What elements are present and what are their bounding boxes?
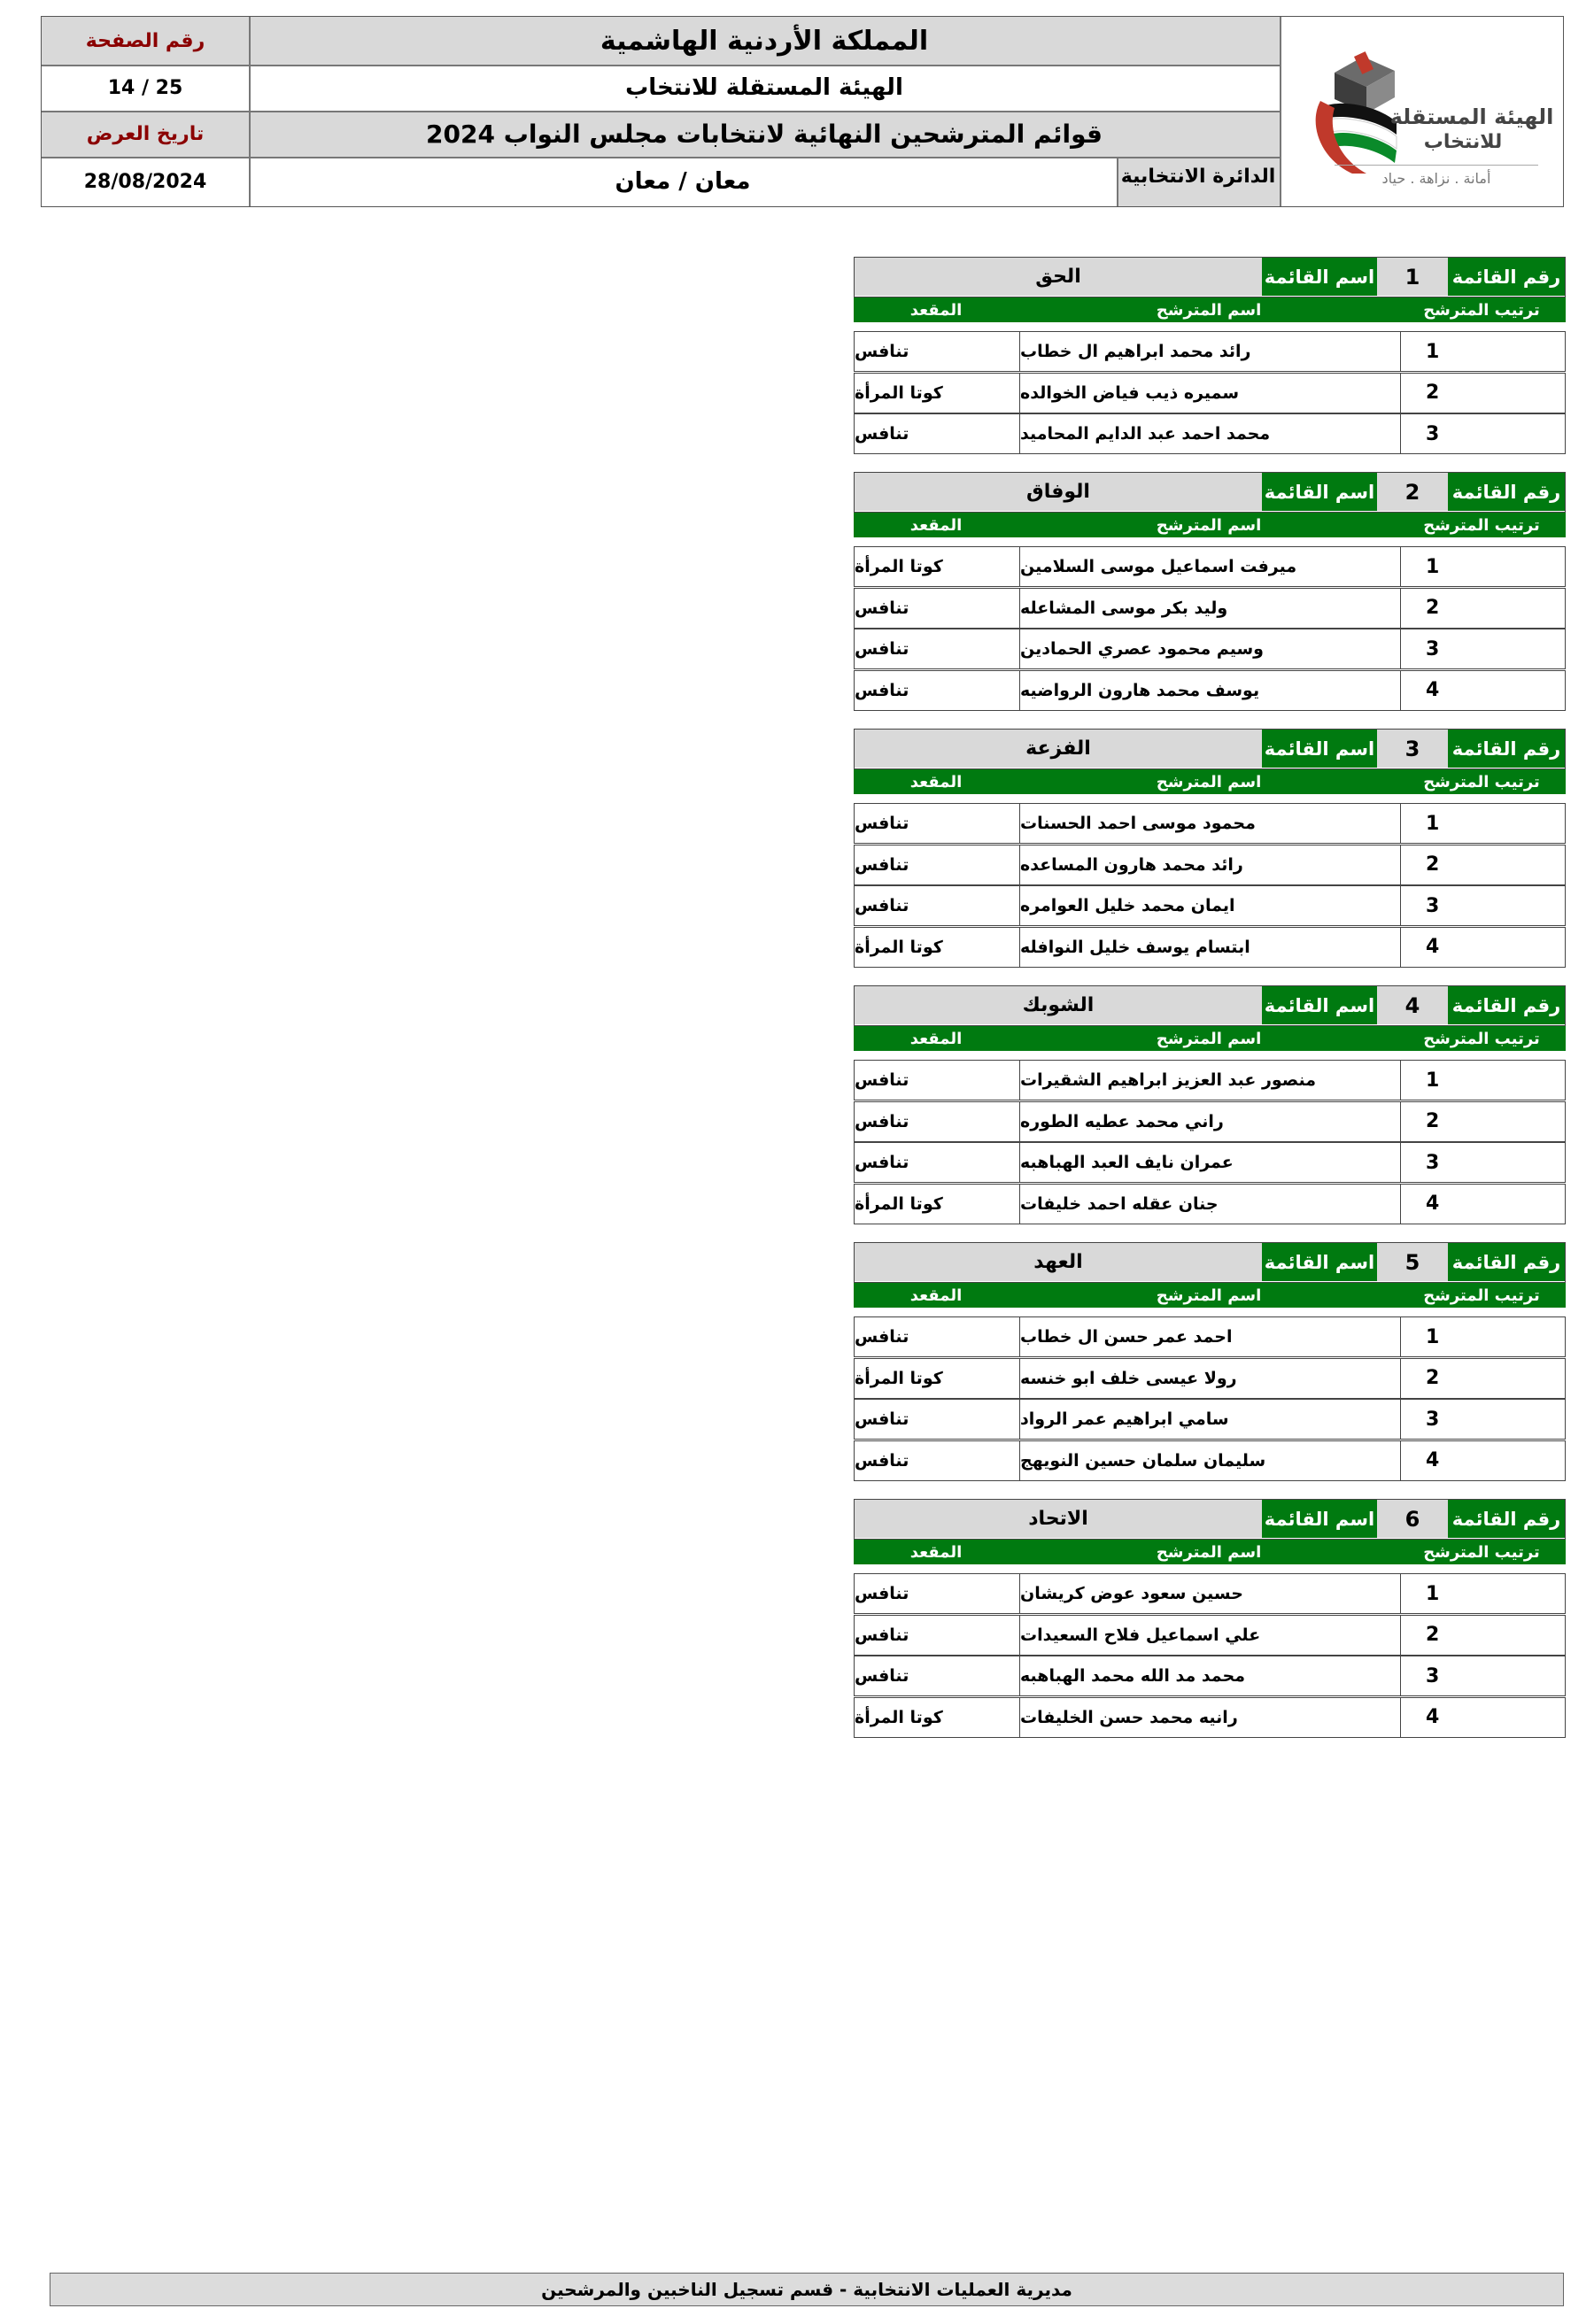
list-number-label-text: رقم القائمة xyxy=(1451,1251,1561,1273)
commission-logo xyxy=(1281,18,1563,205)
list-number-text: 3 xyxy=(1404,736,1420,761)
list-header xyxy=(854,729,1566,769)
candidate-rank-text: 2 xyxy=(1426,1367,1440,1389)
kingdom-title-text: المملكة الأردنية الهاشمية xyxy=(600,25,929,57)
candidate-name xyxy=(1019,589,1400,628)
column-header-candidate xyxy=(1018,1026,1399,1051)
table-row xyxy=(854,588,1566,629)
candidate-name xyxy=(1019,414,1400,453)
candidate-rank xyxy=(1400,886,1567,925)
list-name-text: الاتحاد xyxy=(1028,1508,1088,1530)
candidate-seat xyxy=(855,1102,1019,1141)
list-name-label xyxy=(1262,258,1377,296)
list-number-value xyxy=(1377,1500,1448,1538)
logo-text-primary: الهيئة المستقلة xyxy=(1389,104,1554,129)
candidate-seat-text: تنافس xyxy=(855,424,909,444)
column-header-rank-text: ترتيب المترشح xyxy=(1423,300,1540,320)
column-header-seat xyxy=(854,297,1018,322)
list-name-text: الوفاق xyxy=(1026,481,1090,503)
candidate-name xyxy=(1019,1441,1400,1480)
candidate-name xyxy=(1019,671,1400,710)
list-name-label-text: اسم القائمة xyxy=(1264,737,1375,760)
column-header-candidate xyxy=(1018,513,1399,537)
table-row xyxy=(854,1316,1566,1357)
candidate-rank xyxy=(1400,332,1567,371)
list-number-value xyxy=(1377,1243,1448,1281)
table-row xyxy=(854,670,1566,711)
table-row xyxy=(854,331,1566,372)
column-header-rank xyxy=(1399,1283,1564,1308)
candidate-name-text: سليمان سلمان حسين النويهج xyxy=(1020,1450,1266,1471)
list-name-text: الشوبك xyxy=(1022,994,1095,1016)
candidate-seat-text: تنافس xyxy=(855,639,909,659)
list-number-text: 2 xyxy=(1404,479,1420,505)
candidate-seat-text: كوتا المرأة xyxy=(855,937,943,957)
column-header-rank-text: ترتيب المترشح xyxy=(1423,1542,1540,1562)
candidate-rank xyxy=(1400,374,1567,413)
list-header xyxy=(854,1242,1566,1283)
column-header-candidate-text: اسم المترشح xyxy=(1156,1286,1262,1305)
list-number-label-text: رقم القائمة xyxy=(1451,737,1561,760)
candidate-rank xyxy=(1400,1061,1567,1100)
candidate-rank-text: 4 xyxy=(1426,936,1440,958)
list-name-value xyxy=(855,258,1262,296)
candidate-seat-text: تنافس xyxy=(855,1666,909,1686)
list-column-headers xyxy=(854,1026,1566,1051)
column-header-rank-text: ترتيب المترشح xyxy=(1423,515,1540,535)
list-header xyxy=(854,1499,1566,1540)
candidate-seat xyxy=(855,1061,1019,1100)
candidate-seat-text: تنافس xyxy=(855,1625,909,1645)
list-name-label-text: اسم القائمة xyxy=(1264,994,1375,1016)
candidate-seat-text: تنافس xyxy=(855,1070,909,1090)
candidate-name-text: رائد محمد هارون المساعده xyxy=(1020,854,1243,875)
candidate-list xyxy=(854,472,1566,720)
candidate-seat xyxy=(855,1359,1019,1398)
district-value xyxy=(249,157,1117,206)
candidate-name-text: يوسف محمد هارون الرواضيه xyxy=(1020,680,1260,700)
table-row xyxy=(854,1184,1566,1224)
candidate-rank-text: 1 xyxy=(1426,1069,1440,1092)
candidate-rank-text: 1 xyxy=(1426,1325,1440,1348)
column-header-rank xyxy=(1399,1026,1564,1051)
candidate-rank xyxy=(1400,845,1567,884)
list-name-label xyxy=(1262,473,1377,511)
table-row xyxy=(854,373,1566,413)
page-footer xyxy=(50,2273,1564,2306)
column-header-rank-text: ترتيب المترشح xyxy=(1423,1029,1540,1048)
column-header-seat-text: المقعد xyxy=(909,1029,963,1048)
column-header-seat xyxy=(854,1540,1018,1564)
table-row xyxy=(854,629,1566,669)
candidate-list xyxy=(854,985,1566,1233)
candidate-rank-text: 1 xyxy=(1426,555,1440,578)
list-number-label xyxy=(1448,1243,1565,1281)
candidate-seat-text: كوتا المرأة xyxy=(855,1368,943,1388)
list-name-value xyxy=(855,473,1262,511)
list-name-label-text: اسم القائمة xyxy=(1264,1251,1375,1273)
candidate-seat xyxy=(855,1698,1019,1737)
candidate-seat xyxy=(855,845,1019,884)
candidate-rank-text: 4 xyxy=(1426,679,1440,701)
logo-motto: أمانة . نزاهة . حياد xyxy=(1381,170,1491,187)
candidate-rank-text: 1 xyxy=(1426,340,1440,363)
list-number-text: 6 xyxy=(1404,1506,1420,1532)
list-name-label-text: اسم القائمة xyxy=(1264,1508,1375,1530)
candidate-rank-text: 2 xyxy=(1426,853,1440,876)
list-name-label xyxy=(1262,1243,1377,1281)
list-name-label xyxy=(1262,1500,1377,1538)
list-header xyxy=(854,257,1566,297)
list-header xyxy=(854,472,1566,513)
candidate-name-text: سميره ذيب فياض الخوالده xyxy=(1020,382,1240,403)
candidate-seat-text: كوتا المرأة xyxy=(855,557,943,576)
candidate-rank xyxy=(1400,1185,1567,1224)
candidate-name-text: احمد عمر حسن ال خطاب xyxy=(1020,1327,1233,1347)
candidate-rank-text: 3 xyxy=(1426,422,1440,445)
list-name-text: الفزعة xyxy=(1025,737,1091,760)
list-number-label xyxy=(1448,258,1565,296)
column-header-candidate xyxy=(1018,297,1399,322)
candidate-rank-text: 4 xyxy=(1426,1706,1440,1728)
candidate-seat xyxy=(855,1317,1019,1356)
column-header-seat xyxy=(854,1283,1018,1308)
candidate-list xyxy=(854,1242,1566,1490)
candidate-seat xyxy=(855,1656,1019,1695)
candidate-name xyxy=(1019,629,1400,668)
candidate-rank-text: 4 xyxy=(1426,1449,1440,1471)
table-row xyxy=(854,546,1566,587)
candidate-seat xyxy=(855,1185,1019,1224)
candidate-name-text: وليد بكر موسى المشاعله xyxy=(1020,598,1228,618)
candidate-rank xyxy=(1400,1143,1567,1182)
candidate-name xyxy=(1019,332,1400,371)
candidate-rank xyxy=(1400,589,1567,628)
table-row xyxy=(854,1358,1566,1399)
district-label xyxy=(1117,157,1280,206)
list-name-label-text: اسم القائمة xyxy=(1264,266,1375,288)
list-column-headers xyxy=(854,1540,1566,1564)
document-title-text: قوائم المترشحين النهائية لانتخابات مجلس النواب 2024 xyxy=(426,119,1103,149)
list-column-headers xyxy=(854,513,1566,537)
candidate-name-text: وسيم محمود عصري الحمادين xyxy=(1020,639,1264,659)
candidate-name-text: محمد مد الله محمد الهباهبه xyxy=(1020,1666,1245,1686)
candidate-rank-text: 2 xyxy=(1426,382,1440,404)
list-name-value xyxy=(855,1243,1262,1281)
list-column-headers xyxy=(854,297,1566,322)
candidate-seat xyxy=(855,629,1019,668)
column-header-rank xyxy=(1399,513,1564,537)
candidate-name xyxy=(1019,374,1400,413)
candidate-rank-text: 3 xyxy=(1426,1664,1440,1687)
candidate-rank-text: 3 xyxy=(1426,1151,1440,1174)
column-header-candidate-text: اسم المترشح xyxy=(1156,772,1262,791)
column-header-rank-text: ترتيب المترشح xyxy=(1423,1286,1540,1305)
candidate-name-text: ميرفت اسماعيل موسى السلامين xyxy=(1020,557,1297,576)
list-name-value xyxy=(855,986,1262,1024)
candidate-rank-text: 1 xyxy=(1426,1582,1440,1605)
candidate-name-text: حسين سعود عوض كريشان xyxy=(1020,1584,1243,1603)
candidate-name xyxy=(1019,1102,1400,1141)
candidate-name xyxy=(1019,1317,1400,1356)
list-number-value xyxy=(1377,473,1448,511)
candidate-rank xyxy=(1400,629,1567,668)
candidate-seat-text: تنافس xyxy=(855,1327,909,1347)
page-number-label xyxy=(42,17,249,65)
column-header-seat xyxy=(854,1026,1018,1051)
column-header-candidate-text: اسم المترشح xyxy=(1156,300,1262,320)
candidate-rank xyxy=(1400,1359,1567,1398)
table-row xyxy=(854,1399,1566,1440)
table-row xyxy=(854,1060,1566,1100)
column-header-rank xyxy=(1399,297,1564,322)
candidate-name xyxy=(1019,1400,1400,1439)
candidate-name xyxy=(1019,1359,1400,1398)
list-name-value xyxy=(855,730,1262,768)
list-number-label-text: رقم القائمة xyxy=(1451,1508,1561,1530)
candidate-name xyxy=(1019,1185,1400,1224)
candidate-seat xyxy=(855,1574,1019,1613)
candidate-seat-text: كوتا المرأة xyxy=(855,1707,943,1727)
table-row xyxy=(854,1697,1566,1738)
kingdom-title xyxy=(249,17,1280,65)
display-date-label xyxy=(42,111,249,157)
table-row xyxy=(854,1573,1566,1614)
column-header-seat xyxy=(854,769,1018,794)
candidate-seat xyxy=(855,547,1019,586)
column-header-rank-text: ترتيب المترشح xyxy=(1423,772,1540,791)
candidate-name-text: سامي ابراهيم عمر الرواد xyxy=(1020,1409,1229,1429)
candidate-rank xyxy=(1400,1400,1567,1439)
list-number-value xyxy=(1377,258,1448,296)
candidate-name xyxy=(1019,1574,1400,1613)
candidate-name xyxy=(1019,1616,1400,1655)
candidate-name-text: محمد احمد عبد الدايم المحاميد xyxy=(1020,424,1271,444)
candidate-seat xyxy=(855,589,1019,628)
candidate-rank-text: 2 xyxy=(1426,597,1440,619)
list-name-text: العهد xyxy=(1033,1251,1083,1273)
candidate-rank xyxy=(1400,1656,1567,1695)
candidate-seat xyxy=(855,928,1019,967)
district-label-text: الدائرة الانتخابية xyxy=(1120,166,1276,188)
table-row xyxy=(854,1656,1566,1696)
column-header-seat-text: المقعد xyxy=(909,1542,963,1562)
candidate-seat-text: تنافس xyxy=(855,342,909,361)
list-name-value xyxy=(855,1500,1262,1538)
table-row xyxy=(854,1615,1566,1656)
column-header-seat-text: المقعد xyxy=(909,300,963,320)
candidate-seat xyxy=(855,332,1019,371)
candidate-seat-text: تنافس xyxy=(855,854,909,875)
candidate-rank xyxy=(1400,1317,1567,1356)
candidate-rank xyxy=(1400,804,1567,843)
candidate-name xyxy=(1019,1061,1400,1100)
column-header-candidate xyxy=(1018,769,1399,794)
candidate-seat-text: تنافس xyxy=(855,1153,909,1172)
candidate-rank-text: 3 xyxy=(1426,894,1440,917)
display-date-label-text: تاريخ العرض xyxy=(86,122,205,145)
column-header-seat xyxy=(854,513,1018,537)
candidate-rank xyxy=(1400,671,1567,710)
list-number-text: 5 xyxy=(1404,1249,1420,1275)
page-number-value xyxy=(42,65,249,111)
list-name-label-text: اسم القائمة xyxy=(1264,481,1375,503)
candidate-name xyxy=(1019,845,1400,884)
table-row xyxy=(854,413,1566,454)
list-number-text: 1 xyxy=(1404,264,1420,290)
list-number-label-text: رقم القائمة xyxy=(1451,994,1561,1016)
commission-title xyxy=(249,65,1280,111)
column-header-seat-text: المقعد xyxy=(909,515,963,535)
candidate-rank xyxy=(1400,928,1567,967)
candidate-name-text: ايمان محمد خليل العوامره xyxy=(1020,896,1235,915)
candidate-seat-text: كوتا المرأة xyxy=(855,1193,943,1214)
list-header xyxy=(854,985,1566,1026)
list-column-headers xyxy=(854,769,1566,794)
candidate-seat xyxy=(855,886,1019,925)
list-number-label xyxy=(1448,730,1565,768)
candidate-seat xyxy=(855,1400,1019,1439)
list-number-label xyxy=(1448,473,1565,511)
list-name-label xyxy=(1262,986,1377,1024)
table-row xyxy=(854,845,1566,885)
candidate-rank xyxy=(1400,1441,1567,1480)
candidate-rank xyxy=(1400,1698,1567,1737)
candidate-name xyxy=(1019,547,1400,586)
candidate-rank xyxy=(1400,414,1567,453)
district-value-text: معان / معان xyxy=(615,168,751,195)
candidate-rank-text: 3 xyxy=(1426,1408,1440,1431)
candidate-seat xyxy=(855,374,1019,413)
candidate-rank-text: 2 xyxy=(1426,1110,1440,1132)
candidate-rank xyxy=(1400,1616,1567,1655)
table-row xyxy=(854,803,1566,844)
table-row xyxy=(854,1440,1566,1481)
column-header-candidate-text: اسم المترشح xyxy=(1156,515,1262,535)
table-row xyxy=(854,1101,1566,1142)
column-header-rank xyxy=(1399,769,1564,794)
candidate-seat-text: تنافس xyxy=(855,1111,909,1131)
candidate-list xyxy=(854,729,1566,977)
candidate-rank-text: 2 xyxy=(1426,1624,1440,1646)
candidate-name-text: عمران نايف العبد الهباهبه xyxy=(1020,1153,1234,1172)
column-header-rank xyxy=(1399,1540,1564,1564)
list-number-label xyxy=(1448,1500,1565,1538)
candidate-name xyxy=(1019,804,1400,843)
candidate-name xyxy=(1019,886,1400,925)
list-column-headers xyxy=(854,1283,1566,1308)
column-header-seat-text: المقعد xyxy=(909,772,963,791)
candidate-rank xyxy=(1400,1574,1567,1613)
candidate-name-text: راني محمد عطيه الطوره xyxy=(1020,1111,1224,1131)
candidate-seat-text: تنافس xyxy=(855,1584,909,1603)
list-number-label-text: رقم القائمة xyxy=(1451,266,1561,288)
table-row xyxy=(854,1142,1566,1183)
candidate-name-text: علي اسماعيل فلاح السعيدات xyxy=(1020,1625,1261,1645)
candidate-seat xyxy=(855,1616,1019,1655)
column-header-candidate xyxy=(1018,1283,1399,1308)
candidate-seat xyxy=(855,804,1019,843)
candidate-name-text: رانيه محمد حسن الخليفات xyxy=(1020,1707,1238,1727)
footer-text: مديرية العمليات الانتخابية - قسم تسجيل الناخبين والمرشحين xyxy=(541,2279,1072,2300)
list-number-label-text: رقم القائمة xyxy=(1451,481,1561,503)
document-title xyxy=(249,111,1280,157)
candidate-name-text: رائد محمد ابراهيم ال خطاب xyxy=(1020,342,1251,361)
column-header-seat-text: المقعد xyxy=(909,1286,963,1305)
candidate-list xyxy=(854,257,1566,464)
candidate-seat-text: تنافس xyxy=(855,680,909,700)
candidate-seat-text: تنافس xyxy=(855,1409,909,1429)
candidate-rank-text: 1 xyxy=(1426,812,1440,835)
list-number-label xyxy=(1448,986,1565,1024)
candidate-rank-text: 4 xyxy=(1426,1193,1440,1215)
table-row xyxy=(854,885,1566,926)
candidate-name-text: محمود موسى احمد الحسنات xyxy=(1020,814,1256,833)
candidate-name xyxy=(1019,1656,1400,1695)
candidate-name-text: رولا عيسى خلف ابو خنسه xyxy=(1020,1368,1237,1388)
list-number-value xyxy=(1377,986,1448,1024)
display-date-value-text: 28/08/2024 xyxy=(83,170,207,193)
table-row xyxy=(854,927,1566,968)
candidate-seat xyxy=(855,414,1019,453)
candidate-seat-text: تنافس xyxy=(855,1450,909,1471)
candidate-seat-text: تنافس xyxy=(855,814,909,833)
column-header-candidate-text: اسم المترشح xyxy=(1156,1029,1262,1048)
candidate-seat-text: تنافس xyxy=(855,896,909,915)
candidate-name xyxy=(1019,928,1400,967)
column-header-candidate-text: اسم المترشح xyxy=(1156,1542,1262,1562)
list-number-text: 4 xyxy=(1404,992,1420,1018)
candidate-name-text: منصور عبد العزيز ابراهيم الشقيرات xyxy=(1020,1070,1317,1090)
display-date-value xyxy=(42,157,249,206)
candidate-seat-text: كوتا المرأة xyxy=(855,382,943,403)
page-number-label-text: رقم الصفحة xyxy=(85,29,205,52)
candidate-rank-text: 3 xyxy=(1426,637,1440,660)
commission-title-text: الهيئة المستقلة للانتخاب xyxy=(625,74,903,101)
candidate-list xyxy=(854,1499,1566,1747)
column-header-candidate xyxy=(1018,1540,1399,1564)
list-name-text: الحق xyxy=(1035,266,1081,288)
logo-text-secondary: للانتخاب xyxy=(1423,131,1503,153)
candidate-seat-text: تنافس xyxy=(855,598,909,618)
candidate-seat xyxy=(855,1441,1019,1480)
candidate-rank xyxy=(1400,547,1567,586)
candidate-name xyxy=(1019,1698,1400,1737)
list-number-value xyxy=(1377,730,1448,768)
candidate-rank xyxy=(1400,1102,1567,1141)
candidate-seat xyxy=(855,671,1019,710)
candidate-name xyxy=(1019,1143,1400,1182)
candidate-name-text: ابتسام يوسف خليل النوافله xyxy=(1020,937,1250,957)
candidate-seat xyxy=(855,1143,1019,1182)
list-name-label xyxy=(1262,730,1377,768)
candidate-name-text: جنان عقله احمد خليفات xyxy=(1020,1193,1219,1214)
page-number-value-text: 14 / 25 xyxy=(107,76,183,99)
